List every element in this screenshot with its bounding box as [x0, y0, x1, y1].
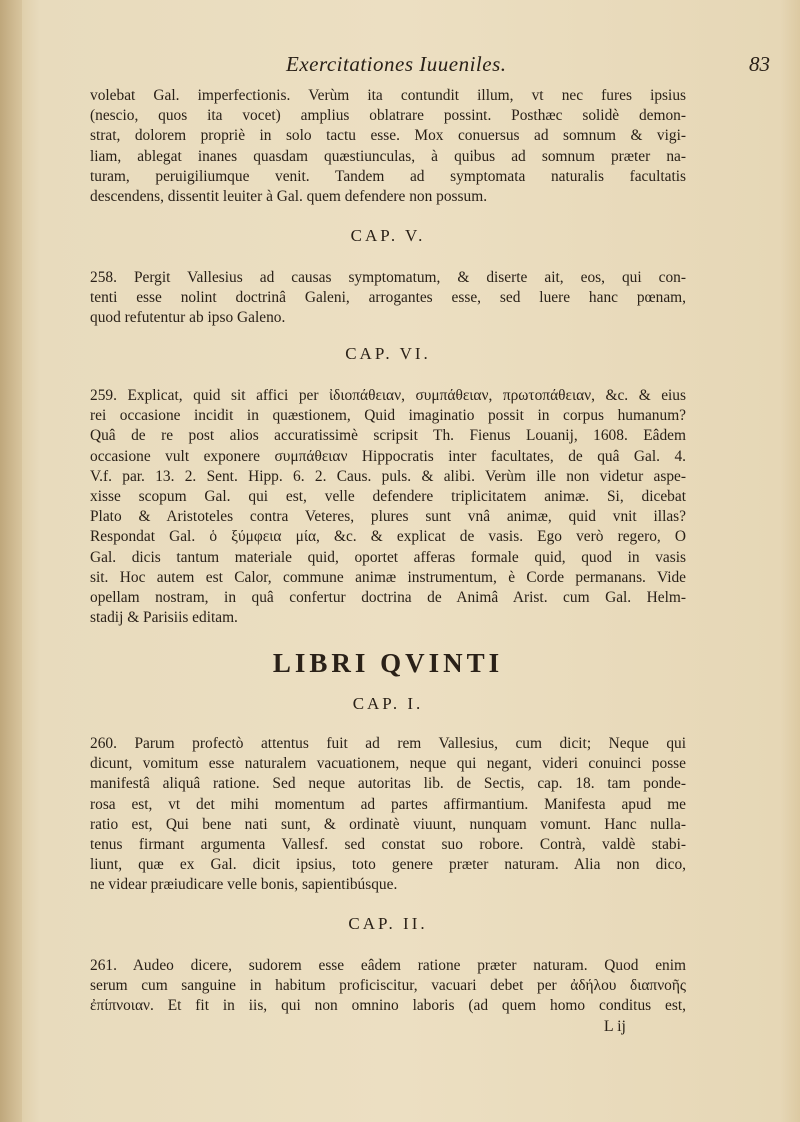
- chapter-heading-i: CAP. I.: [352, 694, 424, 713]
- text-line: xisse scopum Gal. qui est, velle defendere triplicitatem animæ. Si, dicebat: [90, 488, 686, 506]
- chapter-heading-v: CAP. V.: [350, 226, 426, 245]
- text-line: occasione vult exponere συμπάθειαν Hippocratis inter facultates, de quâ Gal. 4.: [90, 447, 686, 465]
- text-line: turam, peruigiliumque venit. Tandem ad symptomata naturalis facultatis: [90, 167, 686, 185]
- text-line: manifestâ aliquâ ratione. Sed neque autoritas lib. de Sectis, cap. 18. tam ponde-: [90, 775, 686, 793]
- page-gutter: [0, 0, 22, 1122]
- text-line: ne videar præiudicare velle bonis, sapientibúsque.: [90, 876, 398, 894]
- text-line: 260. Parum profectò attentus fuit ad rem Vallesius, cum dicit; Neque qui: [90, 735, 686, 752]
- text-line: volebat Gal. imperfectionis. Verùm ita contundit illum, vt nec fures ipsius: [90, 87, 686, 104]
- text-line: ἐπίπνοιαν. Et fit in iis, qui non omnino laboris (ad quem homo conditus est,: [90, 997, 686, 1015]
- text-line: stadij & Parisiis editam.: [90, 609, 238, 627]
- text-line: rei occasione incidit in quæstionem, Quid imaginatio possit in corpus humanum?: [90, 407, 686, 425]
- text-line: liam, ablegat inanes quasdam quæstiunculas, à quibus ad somnum præter na-: [90, 147, 686, 165]
- text-line: Respondat Gal. ὁ ξύμφεια μία, &c. & explicat de vasis. Ego verò regero, O: [90, 528, 686, 546]
- text-line: 259. Explicat, quid sit affici per ἰδιοπάθειαν, συμπάθειαν, πρωτοπάθειαν, &c. & eius: [90, 387, 686, 404]
- chapter-heading-ii: CAP. II.: [348, 914, 428, 933]
- text-line: quod refutentur ab ipso Galeno.: [90, 309, 286, 327]
- chapter-heading-vi: CAP. VI.: [345, 344, 431, 363]
- text-line: tenti esse nolint doctrinâ Galeni, arrogantes esse, sed luere hanc pœnam,: [90, 289, 686, 307]
- page-number: 83: [749, 52, 770, 76]
- page-header: [90, 52, 770, 82]
- text-line: sit. Hoc autem est Calor, commune animæ instrumentum, è Corde permanans. Vide: [90, 568, 686, 586]
- text-line: serum cum sanguine in habitum proficiscitur, vacuari debet per ἀδήλου διαπνοῆς: [90, 977, 686, 995]
- paragraph-261: [90, 956, 686, 1017]
- text-line: opellam nostram, in quâ confertur doctrina de Animâ Arist. cum Gal. Helm-: [90, 589, 686, 607]
- text-line: descendens, dissentit leuiter à Gal. quem defendere non possum.: [90, 188, 488, 206]
- text-line: dicunt, vomitum esse naturalem vacuationem, neque qui negant, videri conuinci posse: [90, 755, 686, 773]
- text-line: rosa est, vt det mihi momentum ad partes affirmantium. Manifesta apud me: [90, 795, 686, 813]
- text-line: V.f. par. 13. 2. Sent. Hipp. 6. 2. Caus. puls. & alibi. Verùm ille non videtur aspe-: [90, 467, 686, 485]
- running-head: Exercitationes Iuueniles.: [286, 52, 507, 76]
- signature-mark: L ij: [603, 1018, 626, 1035]
- text-line: 261. Audeo dicere, sudorem esse eâdem ratione præter naturam. Quod enim: [90, 957, 686, 974]
- text-line: (nescio, quos ita vocet) amplius oblatrare possint. Posthæc solidè demon-: [90, 107, 686, 125]
- text-line: Gal. dicis tantum materiale quid, oportet afferas formale quid, quod in vasis: [90, 548, 686, 566]
- text-line: liunt, quæ ex Gal. dicit ipsius, toto genere præter naturam. Alia non dico,: [90, 856, 686, 874]
- text-line: strat, dolorem propriè in solo tactu esse. Mox conuersus ad somnum & vigi-: [90, 127, 686, 145]
- paragraph-259: [90, 386, 686, 628]
- text-line: Quâ de re post alios accuratissimè scripsit Th. Fienus Louanij, 1608. Eâdem: [90, 427, 686, 445]
- book-title: LIBRI QVINTI: [272, 648, 504, 678]
- text-line: tenus firmant argumenta Vallesf. sed constat suo robore. Contrà, valdè stabi-: [90, 836, 686, 854]
- paragraph-260: [90, 734, 686, 896]
- text-line: ratio est, Qui bene nati sunt, & ordinatè viuunt, nunquam vomunt. Hanc nulla-: [90, 815, 686, 833]
- paragraph-continuation: [90, 86, 686, 207]
- text-line: Plato & Aristoteles contra Veteres, plures sunt vnâ animæ, quid vnit illas?: [90, 508, 686, 526]
- text-line: 258. Pergit Vallesius ad causas symptomatum, & diserte ait, eos, qui con-: [90, 269, 686, 286]
- paragraph-258: [90, 268, 686, 329]
